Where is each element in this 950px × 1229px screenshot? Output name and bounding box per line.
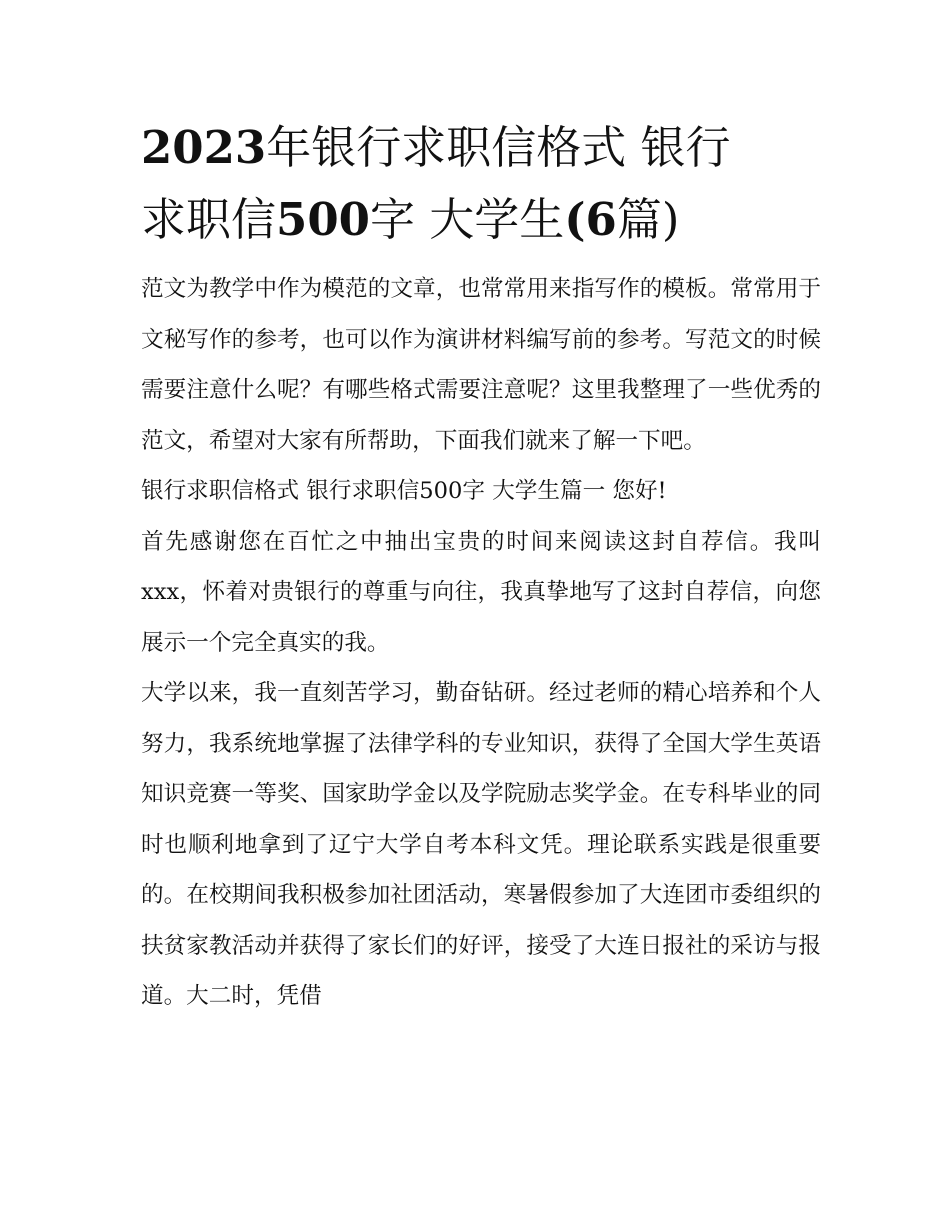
- letter-paragraph: 大学以来，我一直刻苦学习，勤奋钻研。经过老师的精心培养和个人努力，我系统地掌握了法律学科的专业知识，获得了全国大学生英语知识竞赛一等奖、国家助学金以及学院励志奖学金。在专科毕业的同时也顺利地拿到了辽宁大学自考本科文凭。理论联系实践是很重要的。在校期间我积极参加社团活动，寒暑假参加了大连团市委组织的扶贫家教活动并获得了家长们的好评，接受了大连日报社的采访与报道。大二时，凭借: [141, 680, 821, 1009]
- intro-paragraph: 范文为教学中作为模范的文章，也常常用来指写作的模板。常常用于文秘写作的参考，也可以作为演讲材料编写前的参考。写范文的时候需要注意什么呢？有哪些格式需要注意呢？这里我整理了一些优秀的范文，希望对大家有所帮助，下面我们就来了解一下吧。: [141, 276, 821, 454]
- document-content: [141, 112, 821, 1022]
- letter-paragraph: 首先感谢您在百忙之中抽出宝贵的时间来阅读这封自荐信。我叫xxx，怀着对贵银行的尊重与向往，我真挚地写了这封自荐信，向您展示一个完全真实的我。: [141, 528, 821, 656]
- document-title-line-1: 2023年银行求职信格式 银行: [141, 121, 731, 174]
- document-body: [141, 264, 821, 1022]
- section-heading: 银行求职信格式 银行求职信500字 大学生篇一 您好!: [141, 478, 667, 504]
- document-title: [141, 112, 821, 256]
- document-title-line-2: 求职信500字 大学生(6篇): [141, 193, 680, 246]
